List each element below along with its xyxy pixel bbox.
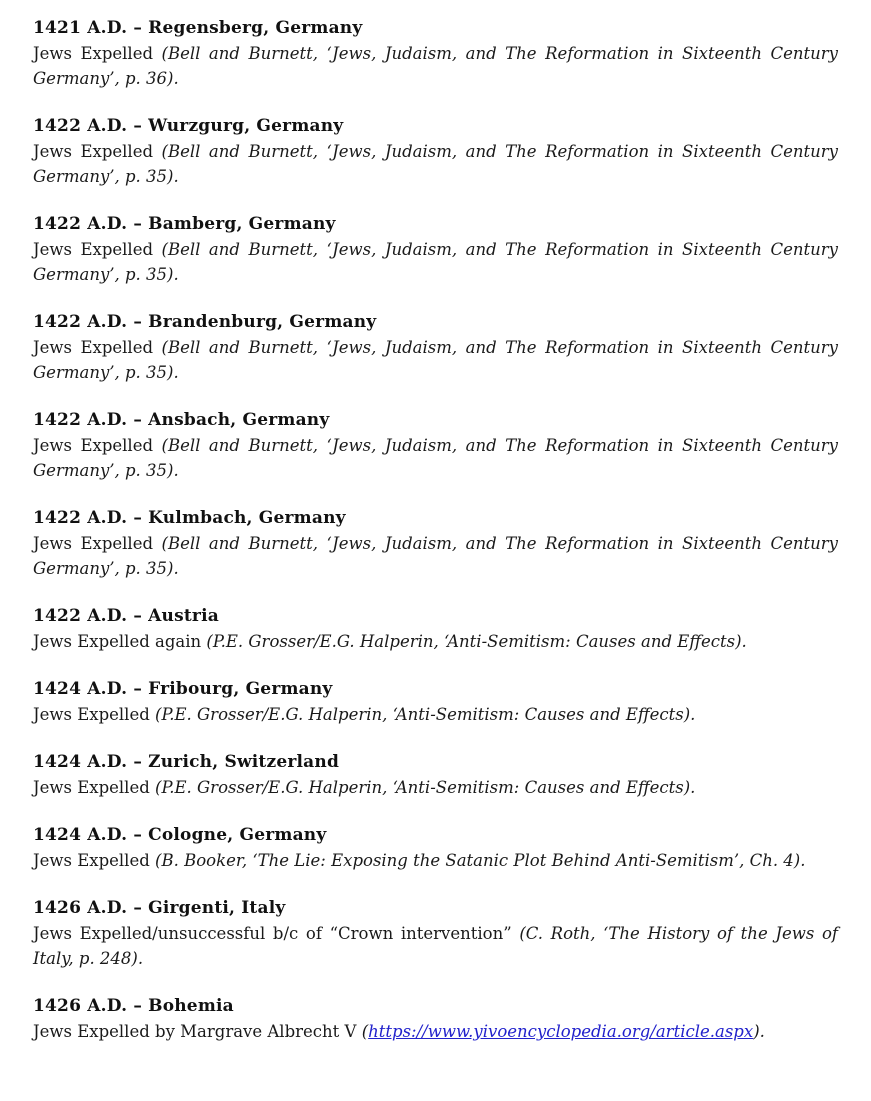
entry-body xyxy=(33,848,838,873)
entry-citation-open-paren: ( xyxy=(361,1022,369,1041)
entry-event-text: Jews Expelled xyxy=(33,851,156,870)
entry-heading: 1422 A.D. – Brandenburg, Germany xyxy=(33,312,377,332)
entry-citation: (Bell and Burnett, ‘Jews, Judaism, and The Reformation in Sixteenth Century Germany’, p. 35). xyxy=(33,436,838,480)
timeline-entry-regensberg xyxy=(33,16,838,91)
entry-citation: (Bell and Burnett, ‘Jews, Judaism, and The Reformation in Sixteenth Century Germany’, p. 35). xyxy=(33,534,838,578)
timeline-entry-ansbach xyxy=(33,408,838,483)
entry-heading: 1422 A.D. – Austria xyxy=(33,606,219,626)
entry-body xyxy=(33,1019,838,1044)
entry-citation: (C. Roth, ‘The History of the Jews of Italy, p. 248). xyxy=(33,924,838,968)
entry-heading: 1426 A.D. – Bohemia xyxy=(33,996,234,1016)
timeline-entry-cologne xyxy=(33,823,838,873)
entry-event-text: Jews Expelled xyxy=(33,142,162,161)
yivo-encyclopedia-link[interactable]: https://www.yivoencyclopedia.org/article.aspx xyxy=(368,1022,754,1041)
entry-body xyxy=(33,41,838,91)
entry-citation: (Bell and Burnett, ‘Jews, Judaism, and The Reformation in Sixteenth Century Germany’, p. 35). xyxy=(33,338,838,382)
entry-citation: (Bell and Burnett, ‘Jews, Judaism, and The Reformation in Sixteenth Century Germany’, p. 35). xyxy=(33,142,838,186)
entry-event-text: Jews Expelled xyxy=(33,44,162,63)
entry-event-text: Jews Expelled xyxy=(33,240,162,259)
entry-citation-close-paren: ). xyxy=(753,1022,765,1041)
entry-event-text: Jews Expelled/unsuccessful b/c of “Crown intervention” xyxy=(33,924,520,943)
entry-event-text: Jews Expelled again xyxy=(33,632,207,651)
entry-heading: 1422 A.D. – Wurzgurg, Germany xyxy=(33,116,344,136)
entry-heading: 1426 A.D. – Girgenti, Italy xyxy=(33,898,286,918)
entry-citation: (B. Booker, ‘The Lie: Exposing the Satanic Plot Behind Anti-Semitism’, Ch. 4). xyxy=(155,851,806,870)
entry-citation: (Bell and Burnett, ‘Jews, Judaism, and The Reformation in Sixteenth Century Germany’, p. 36). xyxy=(33,44,838,88)
entry-heading: 1422 A.D. – Ansbach, Germany xyxy=(33,410,330,430)
entry-body xyxy=(33,433,838,483)
timeline-entry-bohemia xyxy=(33,994,838,1044)
entry-body xyxy=(33,531,838,581)
entry-heading: 1424 A.D. – Zurich, Switzerland xyxy=(33,752,340,772)
entry-citation: (P.E. Grosser/E.G. Halperin, ‘Anti-Semitism: Causes and Effects). xyxy=(206,632,747,651)
timeline-entry-wurzgurg xyxy=(33,114,838,189)
entry-event-text: Jews Expelled xyxy=(33,705,156,724)
entry-heading: 1422 A.D. – Bamberg, Germany xyxy=(33,214,336,234)
entry-heading: 1422 A.D. – Kulmbach, Germany xyxy=(33,508,346,528)
entry-body xyxy=(33,629,838,654)
entry-heading: 1421 A.D. – Regensberg, Germany xyxy=(33,18,363,38)
timeline-entry-brandenburg xyxy=(33,310,838,385)
timeline-entry-girgenti xyxy=(33,896,838,971)
entry-citation: (Bell and Burnett, ‘Jews, Judaism, and The Reformation in Sixteenth Century Germany’, p. 35). xyxy=(33,240,838,284)
timeline-entry-austria xyxy=(33,604,838,654)
entry-heading: 1424 A.D. – Cologne, Germany xyxy=(33,825,327,845)
entry-body xyxy=(33,921,838,971)
entry-citation: (P.E. Grosser/E.G. Halperin, ‘Anti-Semitism: Causes and Effects). xyxy=(155,705,696,724)
entry-body xyxy=(33,775,838,800)
entry-event-text: Jews Expelled xyxy=(33,778,156,797)
entry-event-text: Jews Expelled xyxy=(33,338,162,357)
timeline-entry-bamberg xyxy=(33,212,838,287)
entry-body xyxy=(33,237,838,287)
entry-citation: (P.E. Grosser/E.G. Halperin, ‘Anti-Semitism: Causes and Effects). xyxy=(155,778,696,797)
timeline-entry-fribourg xyxy=(33,677,838,727)
entry-heading: 1424 A.D. – Fribourg, Germany xyxy=(33,679,333,699)
entry-body xyxy=(33,702,838,727)
entry-event-text: Jews Expelled xyxy=(33,436,162,455)
entry-event-text: Jews Expelled xyxy=(33,534,162,553)
timeline-entry-kulmbach xyxy=(33,506,838,581)
entry-body xyxy=(33,139,838,189)
entry-event-text: Jews Expelled by Margrave Albrecht V xyxy=(33,1022,362,1041)
entry-body xyxy=(33,335,838,385)
timeline-entry-zurich xyxy=(33,750,838,800)
